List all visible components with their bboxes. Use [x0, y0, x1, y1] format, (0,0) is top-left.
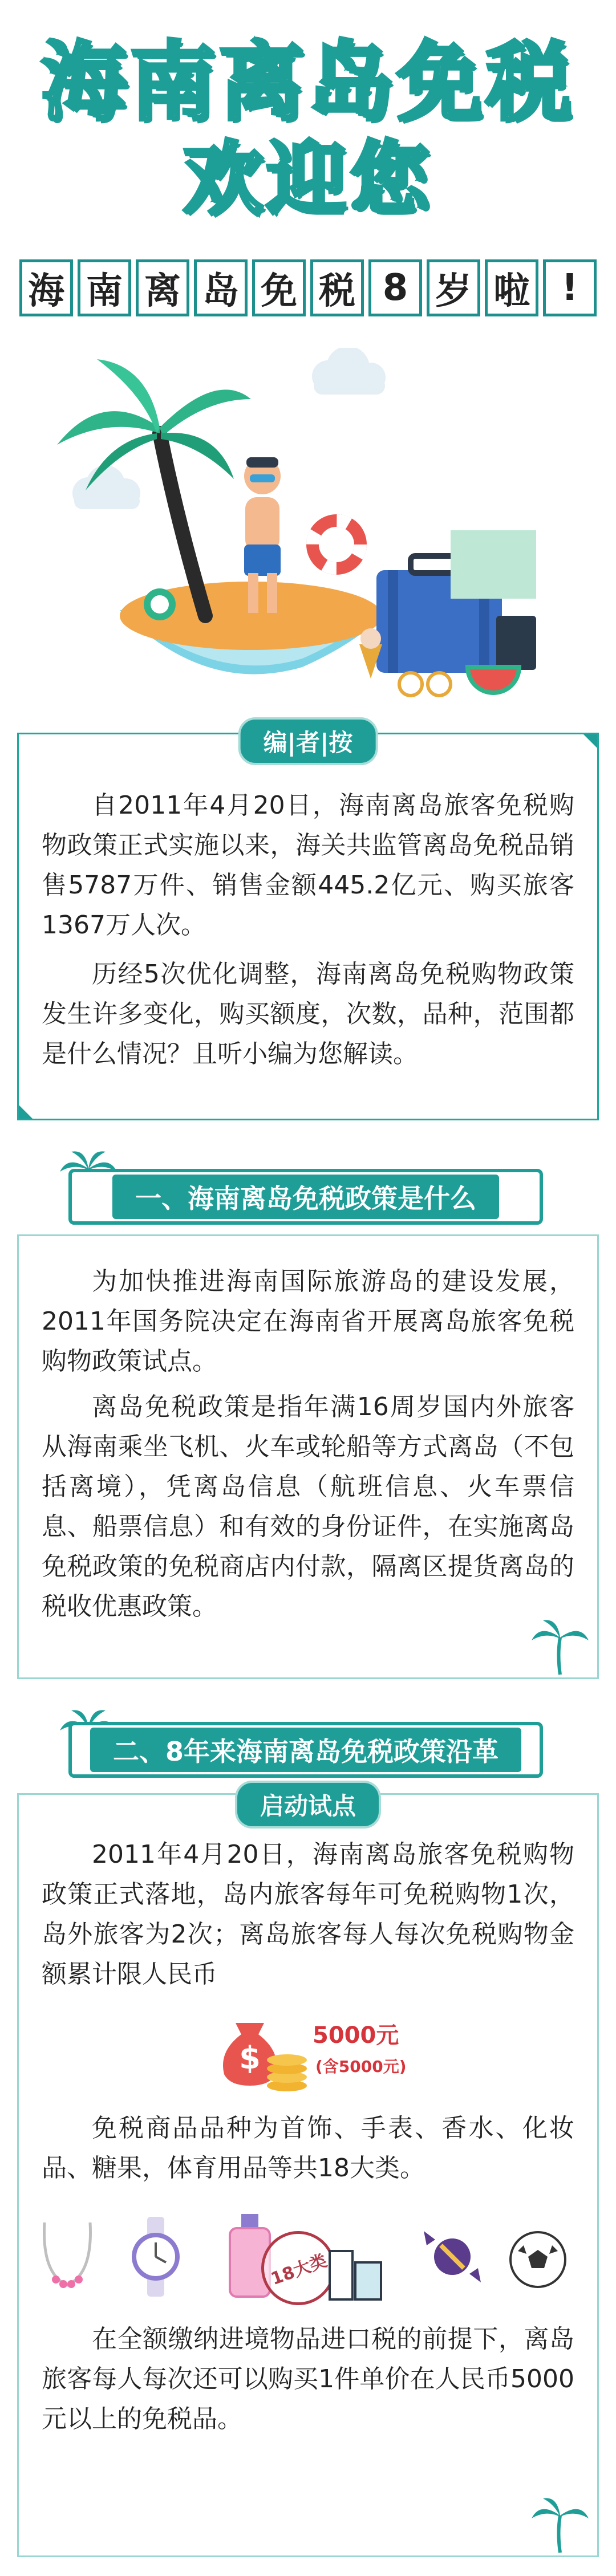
section-2-para-3: 在全额缴纳进境物品进口税的前提下，离岛旅客每人每次还可以购买1件单价在人民币5000元以上的免税品。	[42, 2325, 574, 2433]
svg-text:$: $	[239, 2040, 261, 2076]
life-ring	[313, 521, 360, 568]
map	[451, 530, 536, 599]
corner-marker-tr	[583, 734, 597, 748]
soccer-ball-icon	[506, 2228, 569, 2291]
subtitle-char-box: 海	[19, 259, 73, 316]
coins-icon	[264, 2040, 310, 2091]
subtitle-bar	[17, 259, 599, 319]
title-line-2: 欢迎您	[183, 133, 433, 226]
editor-note-para-2: 历经5次优化调整，海南离岛免税购物政策发生许多变化，购买额度，次数，品种，范围都是什么情况？且听小编为您解读。	[42, 960, 574, 1068]
subtitle-char-box: !	[543, 259, 597, 316]
subtitle-char-box: 岁	[427, 259, 480, 316]
subtitle-char-box: 8	[368, 259, 422, 316]
editor-note-para-1: 自2011年4月20日，海南离岛旅客免税购物政策正式实施以来，海关共监管离岛免税品销售5787万件、销售金额445.2亿元、购买旅客1367万人次。	[42, 791, 574, 940]
section-2-para-1: 2011年4月20日，海南离岛旅客免税购物政策正式落地，岛内旅客每年可免税购物1次，岛外旅客为2次；离岛旅客每人每次免税购物金额累计限人民币	[42, 1840, 574, 1989]
section-2-panel	[17, 1793, 599, 2557]
amount-note: (含5000元)	[315, 2057, 407, 2076]
cloud-left	[72, 465, 140, 509]
section-1-header	[68, 1169, 543, 1225]
watermelon	[468, 667, 519, 693]
subtitle-char-box: 离	[136, 259, 189, 316]
subtitle-char-box: 南	[78, 259, 131, 316]
cosmetics-icon	[324, 2240, 387, 2302]
sunglasses	[399, 673, 451, 696]
product-icons-row	[19, 2200, 597, 2314]
cloud-right	[312, 348, 386, 395]
amount-row	[19, 1994, 597, 2103]
section-1-title: 一、海南离岛免税政策是什么	[112, 1175, 499, 1219]
passport	[496, 616, 536, 670]
palm-icon	[529, 2493, 591, 2555]
section-2-header	[68, 1722, 543, 1778]
category-stamp: 18大类	[251, 2221, 346, 2316]
beach-illustration	[34, 348, 582, 718]
section-2-para-2: 免税商品品种为首饰、手表、香水、化妆品、糖果，体育用品等共18大类。	[42, 2114, 574, 2183]
editor-note-panel	[17, 729, 599, 1120]
amount-label: 5000元	[313, 2022, 399, 2049]
palm-icon	[529, 1615, 591, 1677]
page-title	[34, 34, 582, 228]
section-2-tag: 启动试点	[235, 1781, 381, 1829]
section-1-para-1: 为加快推进海南国际旅游岛的建设发展，2011年国务院决定在海南省开展离岛旅客免税购物政策试点。	[42, 1267, 574, 1376]
section-2-title: 二、8年来海南离岛免税政策沿革	[90, 1728, 521, 1772]
subtitle-char-box: 啦	[485, 259, 538, 316]
watch-icon	[127, 2214, 184, 2299]
subtitle-char-box: 税	[310, 259, 364, 316]
editor-note-tag: 编|者|按	[238, 717, 378, 765]
title-line-1: 海南离岛免税	[40, 33, 575, 132]
subtitle-char-box: 免	[252, 259, 306, 316]
necklace-icon	[36, 2217, 99, 2297]
candy-icon	[418, 2222, 487, 2291]
section-1-para-2: 离岛免税政策是指年满16周岁国内外旅客从海南乘坐飞机、火车或轮船等方式离岛（不包括离境），凭离岛信息（航班信息、火车票信息、船票信息）和有效的身份证件，在实施离岛免税政策的免税商店内付款，隔离区提货离岛的税收优惠政策。	[42, 1392, 574, 1621]
subtitle-char-box: 岛	[194, 259, 248, 316]
corner-marker-bl	[19, 1105, 33, 1119]
palm-leaves	[57, 359, 251, 490]
section-1-panel	[17, 1234, 599, 1679]
